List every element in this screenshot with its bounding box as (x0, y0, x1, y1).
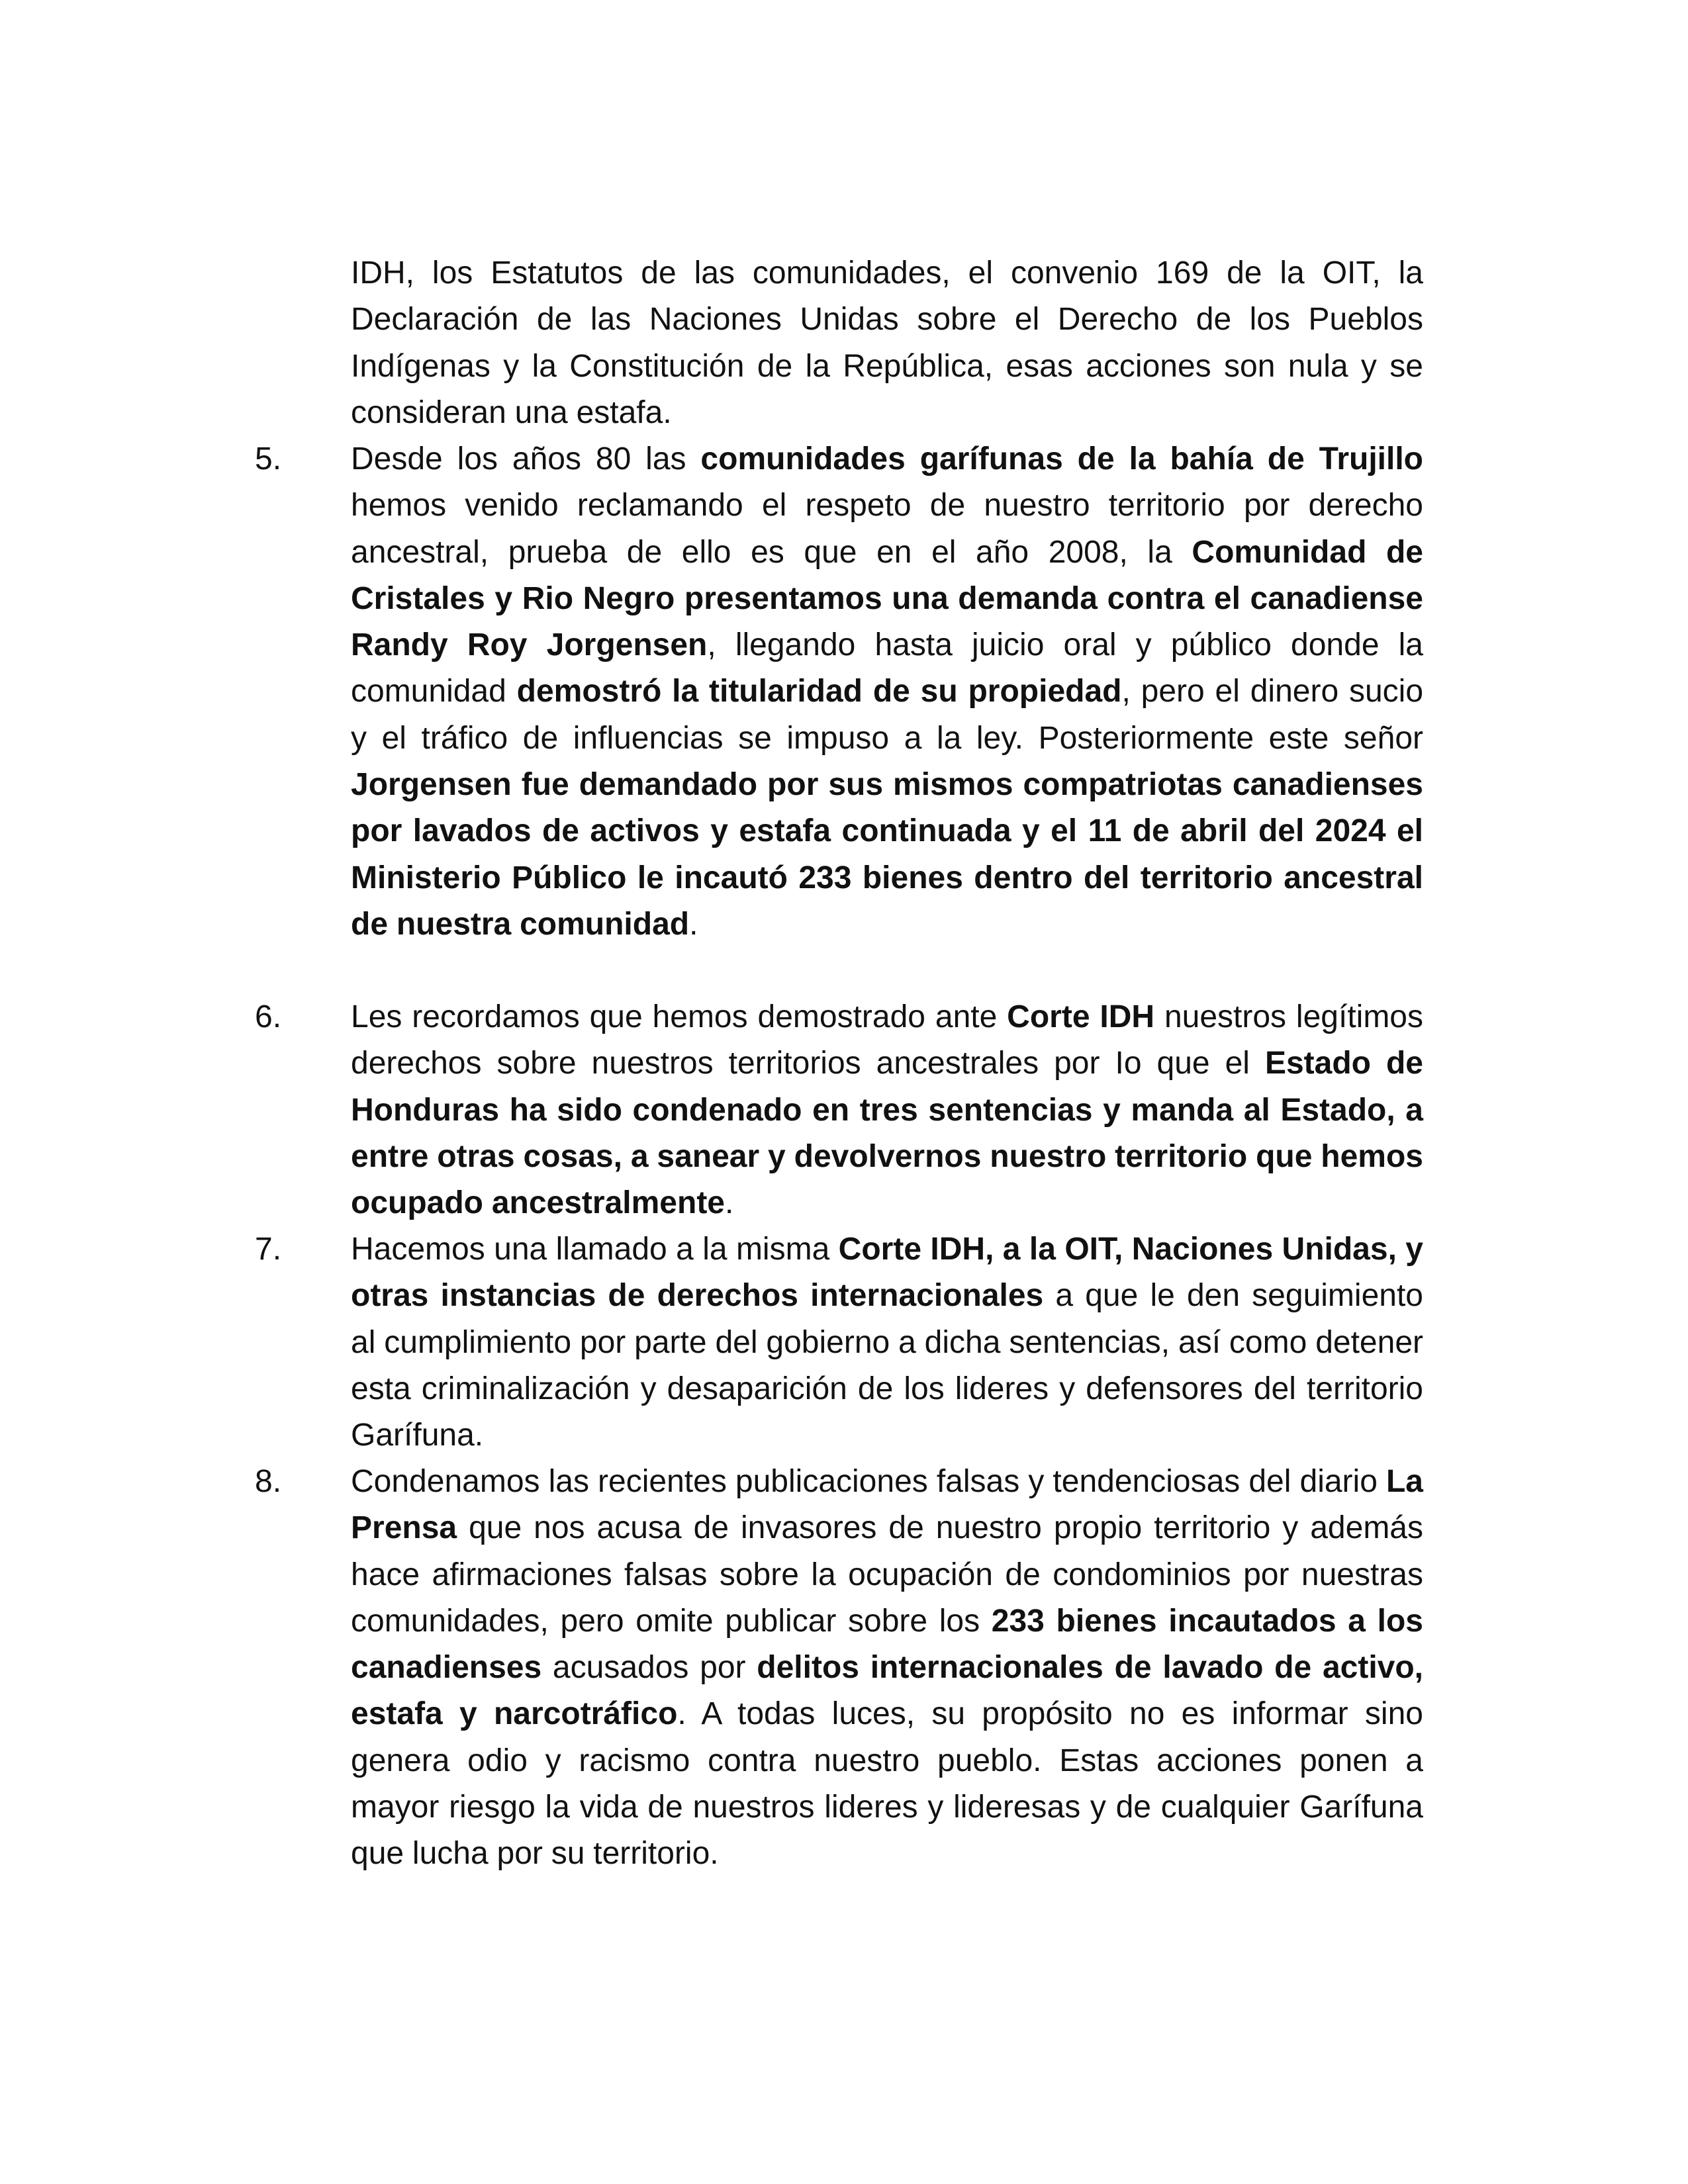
item-text: a que le den seguimiento al cumplimiento por parte del gobierno a dicha sentencias, así como detener esta criminalización y desaparición de los lideres y defensores del territorio Garífuna. (351, 1278, 1423, 1453)
list-item-6 (351, 994, 1423, 1226)
item-number: 5. (255, 441, 282, 477)
list-item-5 (351, 436, 1423, 948)
list-item-8 (351, 1459, 1423, 1878)
item-number: 7. (255, 1232, 282, 1267)
item-text: . (725, 1185, 734, 1221)
item-text: Condenamos las recientes publicaciones falsas y tendenciosas del diario (351, 1464, 1386, 1499)
item-number: 6. (255, 999, 282, 1034)
item-bold-text: demostró la titularidad de su propiedad (516, 674, 1122, 709)
continuation-paragraph: IDH, los Estatutos de las comunidades, el convenio 169 de la OIT, la Declaración de las Naciones Unidas sobre el Derecho de los Pueblos Indígenas y la Constitución de la República, esas acciones son nula y se consideran una estafa. (351, 255, 1423, 430)
item-text: Les recordamos que hemos demostrado ante (351, 999, 1008, 1034)
list-item-7 (351, 1226, 1423, 1459)
item-text: , pero el dinero sucio y el tráfico de influencias se impuso a la ley. Posteriormente este señor (351, 674, 1424, 756)
item-text: nuestros legítimos derechos sobre nuestros territorios ancestrales por Io que el (351, 999, 1423, 1081)
item-bold-text: Jorgensen fue demandado por sus mismos compatriotas canadienses por lavados de activos y estafa continuada y el 11 de abril del 2024 el Ministerio Público le incautó 233 bienes dentro del territorio ancestral de nuestra comunidad (351, 767, 1423, 942)
item-number: 8. (255, 1464, 282, 1499)
item-bold-text: Corte IDH (1007, 999, 1155, 1034)
item-text: . A todas luces, su propósito no es informar sino genera odio y racismo contra nuestro pueblo. Estas acciones ponen a mayor riesgo la vida de nuestros lideres y lideresas y de cualquier Garífuna que lucha por su territorio. (351, 1696, 1423, 1872)
item-bold-text: comunidades garífunas de la bahía de Trujillo (700, 441, 1423, 477)
item-text: . (689, 906, 698, 942)
item-bold-text: 233 bienes incautados a los canadienses (351, 1603, 1423, 1686)
item-text: Hacemos una llamado a la misma (351, 1232, 839, 1267)
item-text: hemos venido reclamando el respeto de nuestro territorio por derecho ancestral, prueba de ello es que en el año 2008, la (351, 488, 1423, 570)
item-text: , llegando hasta juicio oral y público donde la comunidad (351, 627, 1423, 709)
item-text: que nos acusa de invasores de nuestro propio territorio y además hace afirmaciones falsas sobre la ocupación de condominios por nuestras comunidades, pero omite publicar sobre los (351, 1510, 1423, 1639)
item-bold-text: delitos internacionales de lavado de activo, estafa y narcotráfico (351, 1650, 1423, 1732)
item-bold-text: Estado de Honduras ha sido condenado en tres sentencias y manda al Estado, a entre otras cosas, a sanear y devolvernos nuestro territorio que hemos ocupado ancestralmente (351, 1046, 1423, 1221)
item-bold-text: La Prensa (351, 1464, 1423, 1546)
item-bold-text: Comunidad de Cristales y Rio Negro presentamos una demanda contra el canadiense Randy Roy Jorgensen (351, 534, 1424, 663)
item-text: acusados por (541, 1650, 757, 1686)
item-bold-text: Corte IDH, a la OIT, Naciones Unidas, y otras instancias de derechos internacionales (351, 1232, 1423, 1314)
item-text: Desde los años 80 las (351, 441, 701, 477)
